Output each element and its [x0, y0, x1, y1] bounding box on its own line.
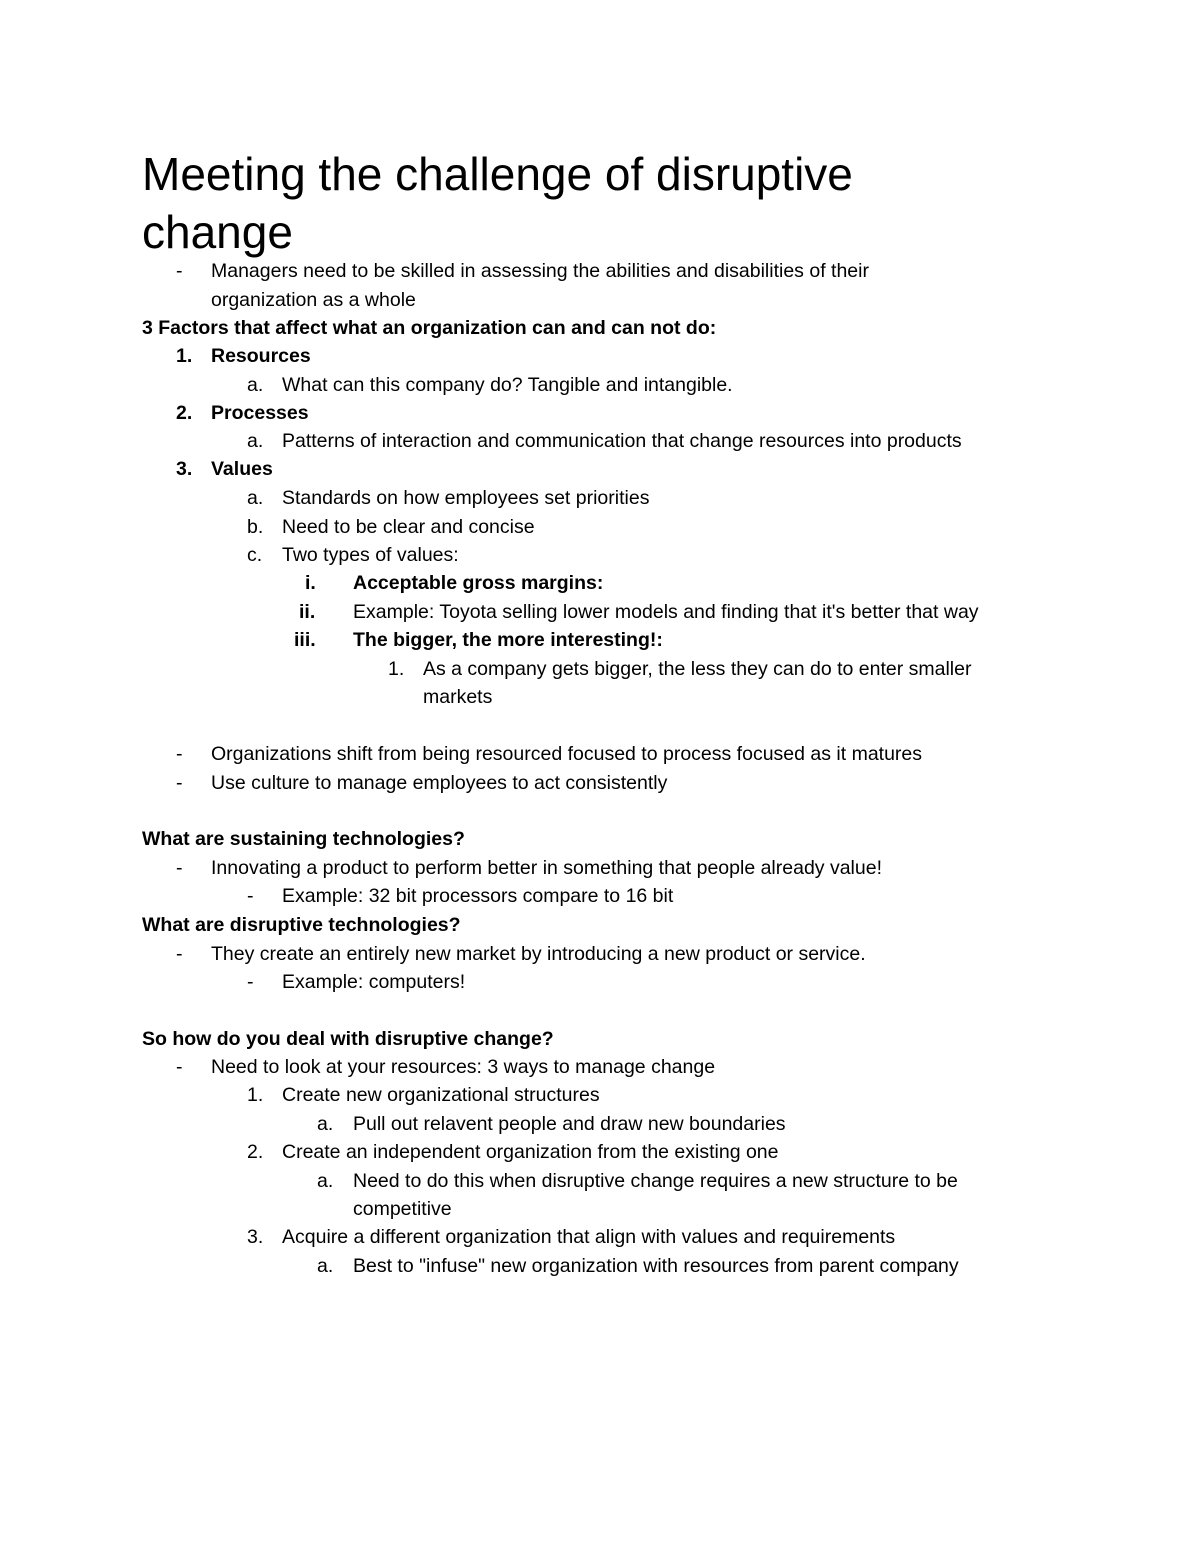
- bullet-marker: -: [176, 1056, 183, 1078]
- bullet-text: Use culture to manage employees to act consistently: [211, 772, 668, 794]
- value-type-text: Example: Toyota selling lower models and finding that it's better that way: [353, 601, 979, 623]
- way-text: Need to do this when disruptive change requires a new structure to be: [353, 1170, 958, 1192]
- bullet-text: Managers need to be skilled in assessing the abilities and disabilities of their: [211, 260, 869, 282]
- subitem-text: Two types of values:: [282, 544, 459, 566]
- bullet-marker: -: [247, 971, 254, 993]
- value-type-text: The bigger, the more interesting!:: [353, 629, 663, 651]
- subitem-text: What can this company do? Tangible and intangible.: [282, 374, 733, 396]
- subitem-text: Need to be clear and concise: [282, 516, 535, 538]
- list-marker: 2.: [176, 402, 193, 424]
- list-marker: a.: [247, 374, 264, 396]
- subitem-text: Standards on how employees set priorities: [282, 487, 650, 509]
- subitem-text: Patterns of interaction and communication that change resources into products: [282, 430, 962, 452]
- roman-marker: i.: [305, 572, 316, 594]
- list-marker: a.: [247, 430, 264, 452]
- list-marker: 3.: [176, 458, 193, 480]
- way-text: Acquire a different organization that align with values and requirements: [282, 1226, 896, 1248]
- list-marker: 2.: [247, 1141, 264, 1163]
- page-title-line-2: change: [142, 206, 293, 258]
- list-marker: a.: [317, 1255, 334, 1277]
- factor-label: Resources: [211, 345, 311, 367]
- bullet-marker: -: [176, 772, 183, 794]
- list-marker: 1.: [388, 658, 405, 680]
- bullet-marker: -: [176, 857, 183, 879]
- bullet-marker: -: [176, 260, 183, 282]
- list-marker: 3.: [247, 1226, 264, 1248]
- bullet-text: Innovating a product to perform better in something that people already value!: [211, 857, 882, 879]
- list-marker: a.: [317, 1113, 334, 1135]
- bullet-text: They create an entirely new market by introducing a new product or service.: [211, 943, 866, 965]
- list-marker: c.: [247, 544, 263, 566]
- section-heading: What are disruptive technologies?: [142, 914, 461, 936]
- page-title-line-1: Meeting the challenge of disruptive: [142, 148, 853, 200]
- section-heading: So how do you deal with disruptive change?: [142, 1028, 554, 1050]
- section-heading: What are sustaining technologies?: [142, 828, 465, 850]
- roman-marker: ii.: [299, 601, 316, 623]
- bullet-marker: -: [247, 885, 254, 907]
- bullet-marker: -: [176, 743, 183, 765]
- list-marker: a.: [317, 1170, 334, 1192]
- bullet-marker: -: [176, 943, 183, 965]
- way-text: Pull out relavent people and draw new boundaries: [353, 1113, 786, 1135]
- point-text: markets: [423, 686, 493, 708]
- list-marker: b.: [247, 516, 264, 538]
- list-marker: 1.: [247, 1084, 264, 1106]
- way-text: Create new organizational structures: [282, 1084, 600, 1106]
- list-marker: a.: [247, 487, 264, 509]
- bullet-text: Example: 32 bit processors compare to 16 bit: [282, 885, 674, 907]
- bullet-text: Example: computers!: [282, 971, 466, 993]
- value-type-text: Acceptable gross margins:: [353, 572, 604, 594]
- point-text: As a company gets bigger, the less they can do to enter smaller: [423, 658, 972, 680]
- factor-label: Values: [211, 458, 273, 480]
- bullet-text: organization as a whole: [211, 289, 416, 311]
- bullet-text: Organizations shift from being resourced focused to process focused as it matures: [211, 743, 923, 765]
- way-text: competitive: [353, 1198, 452, 1220]
- way-text: Create an independent organization from the existing one: [282, 1141, 779, 1163]
- way-text: Best to "infuse" new organization with resources from parent company: [353, 1255, 959, 1277]
- factor-label: Processes: [211, 402, 309, 424]
- bullet-text: Need to look at your resources: 3 ways to manage change: [211, 1056, 716, 1078]
- roman-marker: iii.: [294, 629, 316, 651]
- section-heading: 3 Factors that affect what an organization can and can not do:: [142, 317, 717, 339]
- list-marker: 1.: [176, 345, 193, 367]
